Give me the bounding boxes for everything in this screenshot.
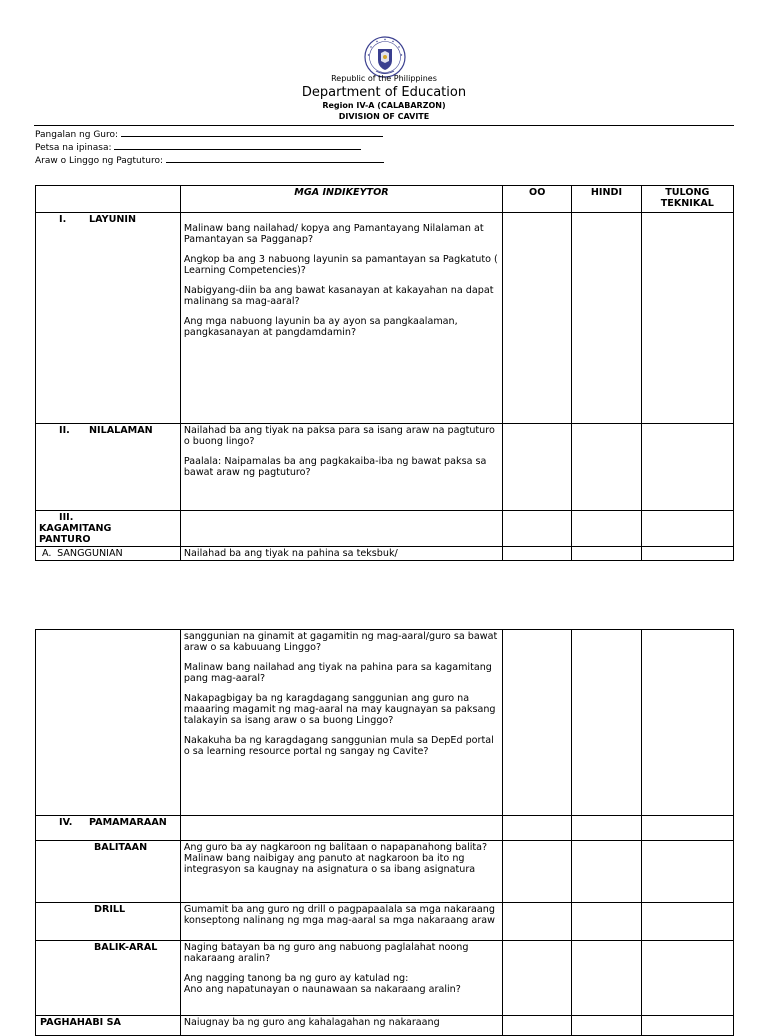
table-row-sanggunian-continued xyxy=(36,630,734,816)
indicator-text: Nailahad ba ang tiyak na paksa para sa isang araw na pagtuturo o buong lingo? xyxy=(183,425,495,447)
indicator-text: Naging batayan ba ng guro ang nabuong paglalahat noong nakaraang aralin? xyxy=(183,942,469,964)
drill-tech-help-cell[interactable] xyxy=(641,903,733,941)
kagamitang-yes-cell[interactable] xyxy=(503,511,572,547)
paghahabi-yes-cell[interactable] xyxy=(503,1016,572,1036)
indicator-text: sanggunian na ginamit at gagamitin ng mag-aaral/guro sa bawat araw o sa kabuuang Linggo? xyxy=(183,631,498,653)
nilalaman-indicators-cell xyxy=(180,424,502,511)
nilalaman-no-cell[interactable] xyxy=(572,424,641,511)
balitaan-no-cell[interactable] xyxy=(572,841,641,903)
kagamitang-no-cell[interactable] xyxy=(572,511,641,547)
indicator-text: Malinaw bang nailahad ang tiyak na pahina para sa kagamitang pang mag-aaral? xyxy=(183,662,492,684)
sanggunian-indicator-text: Nailahad ba ang tiyak na pahina sa teksbuk/ xyxy=(180,547,502,561)
nilalaman-tech-help-cell[interactable] xyxy=(641,424,733,511)
table-row-drill xyxy=(36,903,734,941)
pamamaraan-label-cell: IV. PAMAMARAAN xyxy=(36,816,181,841)
teacher-name-blank[interactable] xyxy=(121,127,383,137)
teaching-day-label: Araw o Linggo ng Pagtuturo: xyxy=(35,156,164,166)
balik-aral-label-cell: BALIK-ARAL xyxy=(36,941,181,1016)
table-header-row xyxy=(36,186,734,213)
indicator-table-page2 xyxy=(35,629,734,1036)
date-submitted-blank[interactable] xyxy=(114,140,361,150)
indicator-text: Nabigyang-diin ba ang bawat kasanayan at kakayahan na dapat malinang sa mag-aaral? xyxy=(183,285,494,307)
header-indicators: MGA INDIKEYTOR xyxy=(180,186,502,213)
kagamitang-indicators-cell xyxy=(180,511,502,547)
header-tech-help: TULONG TEKNIKAL xyxy=(641,186,733,213)
kagamitang-tech-help-cell[interactable] xyxy=(641,511,733,547)
department-title: Department of Education xyxy=(301,85,467,100)
teaching-day-field[interactable] xyxy=(35,153,384,166)
indicator-text: Angkop ba ang 3 nabuong layunin sa pamantayan sa Pagkatuto ( Learning Competencies)? xyxy=(183,254,498,276)
indicator-text: Nakapagbigay ba ng karagdagang sanggunian ang guro na maaaring magamit ng mag-aaral na may kaugnayan sa paksang talakayin sa isang araw o sa buong Linggo? xyxy=(183,693,496,726)
drill-yes-cell[interactable] xyxy=(503,903,572,941)
paghahabi-tech-help-cell[interactable] xyxy=(641,1016,733,1036)
balik-aral-no-cell[interactable] xyxy=(572,941,641,1016)
division-label: DIVISION OF CAVITE xyxy=(338,112,430,121)
drill-label-cell: DRILL xyxy=(36,903,181,941)
date-submitted-label: Petsa na ipinasa: xyxy=(35,143,112,153)
teacher-name-label: Pangalan ng Guro: xyxy=(35,130,119,140)
layunin-yes-cell[interactable] xyxy=(503,213,572,424)
sanggunian-yes-cell[interactable] xyxy=(503,547,572,561)
balik-aral-yes-cell[interactable] xyxy=(503,941,572,1016)
balitaan-tech-help-cell[interactable] xyxy=(641,841,733,903)
nilalaman-label-cell: II. NILALAMAN xyxy=(36,424,181,511)
continuation-label-cell xyxy=(36,630,181,816)
teaching-day-blank[interactable] xyxy=(166,153,384,163)
continuation-indicators-cell xyxy=(180,630,502,816)
pamamaraan-yes-cell[interactable] xyxy=(503,816,572,841)
table-row-balitaan xyxy=(36,841,734,903)
table-row-paghahabi xyxy=(36,1016,734,1036)
balik-aral-tech-help-cell[interactable] xyxy=(641,941,733,1016)
republic-label: Republic of the Philippines xyxy=(331,74,437,83)
indicator-text: Ang nagging tanong ba ng guro ay katulad ng: Ano ang napatunayan o naunawaan sa nakaraang aralin? xyxy=(183,973,461,995)
pamamaraan-tech-help-cell[interactable] xyxy=(641,816,733,841)
kagamitang-label-cell: III.KAGAMITANG PANTURO xyxy=(36,511,181,547)
nilalaman-yes-cell[interactable] xyxy=(503,424,572,511)
pamamaraan-no-cell[interactable] xyxy=(572,816,641,841)
teacher-name-field[interactable] xyxy=(35,127,383,140)
date-submitted-field[interactable] xyxy=(35,140,361,153)
drill-no-cell[interactable] xyxy=(572,903,641,941)
table-row-layunin xyxy=(36,213,734,424)
header-divider xyxy=(34,125,734,126)
paghahabi-label-cell: PAGHAHABI SA xyxy=(36,1016,181,1036)
layunin-no-cell[interactable] xyxy=(572,213,641,424)
continuation-tech-help-cell[interactable] xyxy=(641,630,733,816)
indicator-text: Malinaw bang nailahad/ kopya ang Pamantayang Nilalaman at Pamantayan sa Pagganap? xyxy=(183,223,484,245)
continuation-no-cell[interactable] xyxy=(572,630,641,816)
paghahabi-indicator-text: Naiugnay ba ng guro ang kahalagahan ng nakaraang xyxy=(180,1016,502,1036)
header-yes: OO xyxy=(503,186,572,213)
layunin-label-cell: I. LAYUNIN xyxy=(36,213,181,424)
balitaan-label-cell: BALITAAN xyxy=(36,841,181,903)
indicator-table-page1 xyxy=(35,185,734,561)
table-row-balik-aral xyxy=(36,941,734,1016)
continuation-yes-cell[interactable] xyxy=(503,630,572,816)
table-row-kagamitang xyxy=(36,511,734,547)
layunin-tech-help-cell[interactable] xyxy=(641,213,733,424)
table-row-sanggunian xyxy=(36,547,734,561)
deped-seal-icon xyxy=(364,36,406,78)
indicator-text: Nakakuha ba ng karagdagang sanggunian mula sa DepEd portal o sa learning resource portal ng sangay ng Cavite? xyxy=(183,735,494,757)
balitaan-yes-cell[interactable] xyxy=(503,841,572,903)
table-row-nilalaman xyxy=(36,424,734,511)
paghahabi-no-cell[interactable] xyxy=(572,1016,641,1036)
sanggunian-label-cell: A. SANGGUNIAN xyxy=(36,547,181,561)
pamamaraan-indicators-cell xyxy=(180,816,502,841)
table-row-pamamaraan xyxy=(36,816,734,841)
header-no: HINDI xyxy=(572,186,641,213)
header-blank-cell xyxy=(36,186,181,213)
indicator-text: Ang mga nabuong layunin ba ay ayon sa pangkaalaman, pangkasanayan at pangdamdamin? xyxy=(183,316,458,338)
balitaan-indicator-text: Ang guro ba ay nagkaroon ng balitaan o napapanahong balita? Malinaw bang naibigay ang panuto at nagkaroon ba ito ng integrasyon sa kaugnay na asignatura o sa ibang asignatura xyxy=(180,841,502,903)
balik-aral-indicators-cell xyxy=(180,941,502,1016)
layunin-indicators-cell xyxy=(180,213,502,424)
sanggunian-no-cell[interactable] xyxy=(572,547,641,561)
sanggunian-tech-help-cell[interactable] xyxy=(641,547,733,561)
drill-indicator-text: Gumamit ba ang guro ng drill o pagpapaalala sa mga nakaraang konseptong nalinang ng mga mag-aaral sa mga nakaraang araw xyxy=(180,903,502,941)
region-label: Region IV-A (CALABARZON) xyxy=(322,101,446,110)
indicator-text: Paalala: Naipamalas ba ang pagkakaiba-iba ng bawat paksa sa bawat araw ng pagtuturo? xyxy=(183,456,487,478)
